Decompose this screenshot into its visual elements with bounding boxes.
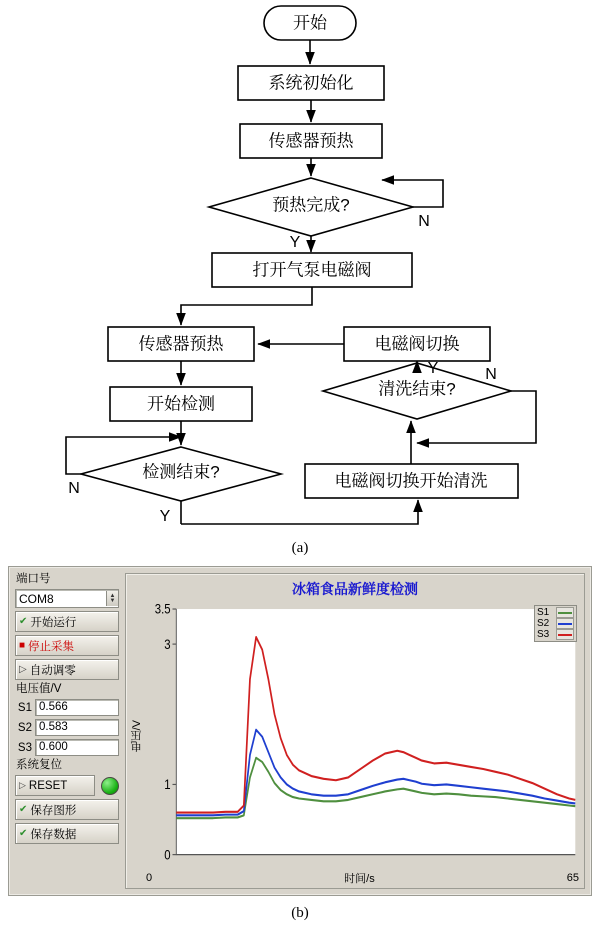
edge-label-clean-yes: Y [427,360,439,378]
node-start-label: 开始 [293,13,327,33]
node-open-valve-label: 打开气泵电磁阀 [252,260,372,280]
graph-title: 冰箱食品新鲜度检测 [292,581,418,597]
system-reset-label: 系统复位 [16,759,62,771]
node-preheat-2-label: 传感器预热 [138,334,224,354]
autozero-button-label: 自动调零 [29,664,76,677]
run-button[interactable] [15,611,119,632]
edge-label-clean-no: N [485,366,497,384]
labview-gui-panel [8,566,592,896]
node-init-label: 系统初始化 [268,73,354,93]
port-label: 端口号 [16,573,51,585]
edge-label-detect-yes: Y [159,508,171,526]
reset-button-label: RESET [28,779,68,792]
chevron-updown-icon[interactable]: ▲ ▼ [106,591,118,606]
x-axis-tick-min: 0 [146,872,153,884]
legend-item-s2 [537,618,574,629]
check-icon: ✔ [19,615,28,627]
voltage-row-s3 [15,739,119,756]
reset-row [15,775,119,796]
legend-label-s1: S1 [537,607,550,618]
voltage-s3-value: 0.600 [35,739,119,756]
autozero-button[interactable] [15,659,119,680]
node-start-detect-label: 开始检测 [147,394,215,414]
check-icon: ✔ [19,827,28,839]
voltage-s2-name: S2 [17,721,32,734]
edge-label-detect-no: N [68,480,80,498]
stop-button-label: 停止采集 [28,640,75,653]
legend-swatch-s1 [556,607,574,618]
voltage-s1-value: 0.566 [35,699,119,716]
svg-text:3: 3 [164,635,171,653]
save-data-button[interactable] [15,823,119,844]
edge-label-preheat-yes: Y [289,234,301,252]
voltage-s2-value: 0.583 [35,719,119,736]
control-column [15,573,119,889]
svg-text:0: 0 [164,846,171,863]
reset-button[interactable] [15,775,95,796]
caption-a: (a) [291,540,309,556]
legend-swatch-s3 [556,629,574,640]
x-axis-label: 时间/s [344,873,375,885]
node-valve-switch-label: 电磁阀切换 [374,334,460,354]
voltage-row-s2 [15,719,119,736]
graph-panel [125,573,585,889]
legend-label-s3: S3 [537,629,550,640]
svg-text:1: 1 [164,775,171,793]
port-combo[interactable] [15,589,119,608]
node-preheat-1-label: 传感器预热 [268,131,354,151]
plot-wrap [129,602,581,871]
stop-square-icon: ■ [19,639,26,651]
plot-area[interactable] [144,602,581,871]
save-graph-button-label: 保存图形 [30,804,77,817]
run-button-label: 开始运行 [30,616,77,629]
y-axis-label [129,602,144,871]
edge-label-preheat-no: N [418,213,430,231]
check-icon: ✔ [19,803,28,815]
chart-legend [534,605,577,642]
port-value: COM8 [19,591,54,606]
y-axis-label-text: 电压/V [130,720,143,753]
voltage-label: 电压值/V [16,683,62,695]
status-led-indicator [101,777,119,795]
legend-item-s1 [537,607,574,618]
legend-swatch-s2 [556,618,574,629]
voltage-s1-name: S1 [17,701,32,714]
save-graph-button[interactable] [15,799,119,820]
node-valve-clean-label: 电磁阀切换开始清洗 [334,471,488,491]
x-axis-row [129,871,581,885]
voltage-s3-name: S3 [17,741,32,754]
stop-button[interactable] [15,635,119,656]
node-preheat-done-label: 预热完成? [272,195,350,215]
node-clean-done-label: 清洗结束? [378,379,456,399]
legend-label-s2: S2 [537,618,550,629]
play-triangle-icon: ▷ [19,663,27,675]
caption-b: (b) [291,905,309,921]
svg-text:3.5: 3.5 [154,602,171,617]
legend-item-s3 [537,629,574,640]
node-detect-done-label: 检测结束? [142,462,220,482]
play-triangle-icon: ▷ [19,780,26,790]
x-axis-tick-max: 65 [566,872,579,884]
voltage-row-s1 [15,699,119,716]
save-data-button-label: 保存数据 [30,828,77,841]
